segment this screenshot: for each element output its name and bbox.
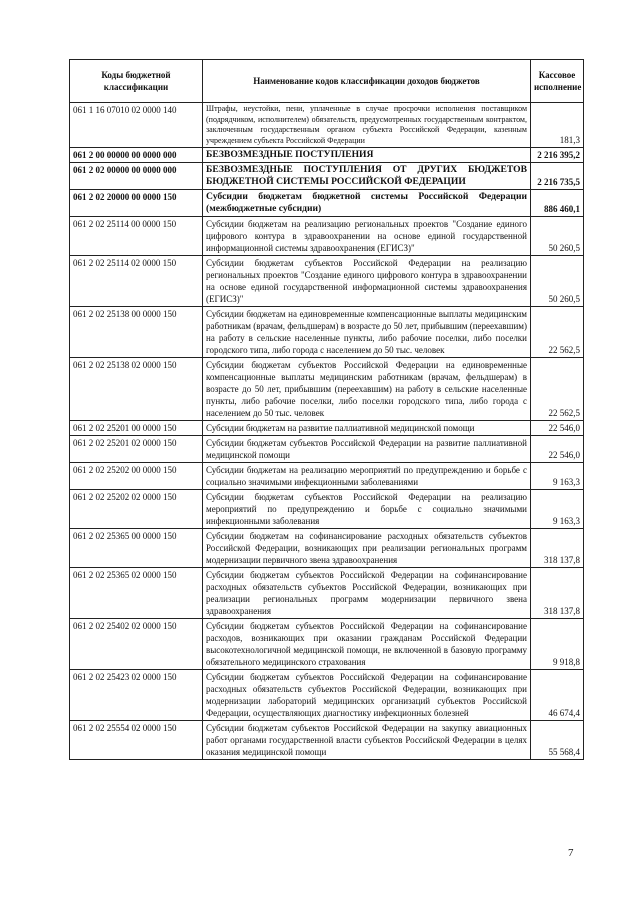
row-code: 061 2 02 25365 02 0000 150 bbox=[70, 568, 203, 619]
row-amount: 22 562,5 bbox=[531, 307, 584, 358]
row-amount: 2 216 735,5 bbox=[531, 163, 584, 190]
row-code: 061 2 00 00000 00 0000 000 bbox=[70, 148, 203, 163]
row-amount: 2 216 395,2 bbox=[531, 148, 584, 163]
row-name: БЕЗВОЗМЕЗДНЫЕ ПОСТУПЛЕНИЯ bbox=[203, 148, 531, 163]
table-row bbox=[70, 463, 584, 490]
table-row bbox=[70, 670, 584, 721]
header-name: Наименование кодов классификации доходов бюджетов bbox=[203, 60, 531, 103]
row-amount: 50 260,5 bbox=[531, 217, 584, 256]
row-name: Субсидии бюджетам на софинансирование расходных обязательств субъектов Российской Федерации, возникающих при реализации региональных программ модернизации первичного звена здравоохранения bbox=[203, 529, 531, 568]
row-amount: 318 137,8 bbox=[531, 529, 584, 568]
row-name: БЕЗВОЗМЕЗДНЫЕ ПОСТУПЛЕНИЯ ОТ ДРУГИХ БЮДЖЕТОВ БЮДЖЕТНОЙ СИСТЕМЫ РОССИЙСКОЙ ФЕДЕРАЦИИ bbox=[203, 163, 531, 190]
row-name: Субсидии бюджетам на реализацию мероприятий по предупреждению и борьбе с социально значимыми инфекционными заболеваниями bbox=[203, 463, 531, 490]
row-name: Субсидии бюджетам бюджетной системы Российской Федерации (межбюджетные субсидии) bbox=[203, 190, 531, 217]
row-code: 061 2 02 25202 00 0000 150 bbox=[70, 463, 203, 490]
header-amount: Кассовое исполнение bbox=[531, 60, 584, 103]
table-row bbox=[70, 529, 584, 568]
row-name: Субсидии бюджетам субъектов Российской Федерации на софинансирование расходных обязательств субъектов Российской Федерации, возникающих при модернизации лабораторий медицинских организаций субъектов Российской Федерации, осуществляющих диагностику инфекционных болезней bbox=[203, 670, 531, 721]
table-row bbox=[70, 103, 584, 148]
row-code: 061 2 02 25201 00 0000 150 bbox=[70, 421, 203, 436]
budget-table bbox=[69, 59, 584, 760]
row-code: 061 2 02 25114 02 0000 150 bbox=[70, 256, 203, 307]
page-number: 7 bbox=[568, 847, 574, 859]
table-row bbox=[70, 490, 584, 529]
row-name: Субсидии бюджетам на единовременные компенсационные выплаты медицинским работникам (врачам, фельдшерам) в возрасте до 50 лет, прибывшим (переехавшим) на работу в сельские населенные пункты, либо рабочие поселки, либо поселки городского типа, либо города с населением до 50 тыс. человек bbox=[203, 307, 531, 358]
row-code: 061 1 16 07010 02 0000 140 bbox=[70, 103, 203, 148]
row-code: 061 2 02 20000 00 0000 150 bbox=[70, 190, 203, 217]
table-row bbox=[70, 307, 584, 358]
row-code: 061 2 02 25201 02 0000 150 bbox=[70, 436, 203, 463]
table-row bbox=[70, 619, 584, 670]
row-name: Субсидии бюджетам субъектов Российской Федерации на реализацию мероприятий по предупреждению и борьбе с социально значимыми инфекционными заболевания bbox=[203, 490, 531, 529]
row-amount: 9 163,3 bbox=[531, 463, 584, 490]
row-code: 061 2 02 00000 00 0000 000 bbox=[70, 163, 203, 190]
row-amount: 22 562,5 bbox=[531, 358, 584, 421]
table-row bbox=[70, 568, 584, 619]
row-amount: 46 674,4 bbox=[531, 670, 584, 721]
row-name: Субсидии бюджетам субъектов Российской Федерации на единовременные компенсационные выплаты медицинским работникам (врачам, фельдшерам) в возрасте до 50 лет, прибывшим (переехавшим) на работу в сельские населенные пункты, либо рабочие поселки, либо поселки городского типа, либо города с населением до 50 тыс. человек bbox=[203, 358, 531, 421]
row-code: 061 2 02 25138 02 0000 150 bbox=[70, 358, 203, 421]
row-amount: 318 137,8 bbox=[531, 568, 584, 619]
row-code: 061 2 02 25402 02 0000 150 bbox=[70, 619, 203, 670]
table-header-row bbox=[70, 60, 584, 103]
row-name: Субсидии бюджетам субъектов Российской Федерации на развитие паллиативной медицинской помощи bbox=[203, 436, 531, 463]
row-amount: 50 260,5 bbox=[531, 256, 584, 307]
row-code: 061 2 02 25114 00 0000 150 bbox=[70, 217, 203, 256]
row-code: 061 2 02 25138 00 0000 150 bbox=[70, 307, 203, 358]
table-row bbox=[70, 421, 584, 436]
table-row bbox=[70, 163, 584, 190]
row-amount: 22 546,0 bbox=[531, 436, 584, 463]
table-row bbox=[70, 148, 584, 163]
row-name: Субсидии бюджетам субъектов Российской Федерации на софинансирование расходов, возникающих при оказании гражданам Российской Федерации высокотехнологичной медицинской помощи, не включенной в базовую программу обязательного медицинского страхования bbox=[203, 619, 531, 670]
row-code: 061 2 02 25423 02 0000 150 bbox=[70, 670, 203, 721]
row-code: 061 2 02 25554 02 0000 150 bbox=[70, 721, 203, 760]
header-codes: Коды бюджетной классификации bbox=[70, 60, 203, 103]
row-name: Субсидии бюджетам субъектов Российской Федерации на реализацию региональных проектов "Создание единого цифрового контура в здравоохранении на основе единой государственной информационной системы здравоохранения (ЕГИСЗ)" bbox=[203, 256, 531, 307]
row-amount: 22 546,0 bbox=[531, 421, 584, 436]
row-amount: 9 918,8 bbox=[531, 619, 584, 670]
row-name: Субсидии бюджетам на реализацию региональных проектов "Создание единого цифрового контура в здравоохранении на основе единой государственной информационной системы здравоохранения (ЕГИСЗ)" bbox=[203, 217, 531, 256]
table-row bbox=[70, 190, 584, 217]
row-amount: 181,3 bbox=[531, 103, 584, 148]
table-row bbox=[70, 436, 584, 463]
row-code: 061 2 02 25365 00 0000 150 bbox=[70, 529, 203, 568]
row-amount: 55 568,4 bbox=[531, 721, 584, 760]
row-amount: 886 460,1 bbox=[531, 190, 584, 217]
table-row bbox=[70, 256, 584, 307]
row-name: Субсидии бюджетам на развитие паллиативной медицинской помощи bbox=[203, 421, 531, 436]
row-amount: 9 163,3 bbox=[531, 490, 584, 529]
row-name: Субсидии бюджетам субъектов Российской Федерации на софинансирование расходных обязательств субъектов Российской Федерации, возникающих при реализации региональных программ модернизации первичного звена здравоохранения bbox=[203, 568, 531, 619]
row-name: Штрафы, неустойки, пени, уплаченные в случае просрочки исполнения поставщиком (подрядчиком, исполнителем) обязательств, предусмотренных государственным контрактом, заключенным государственным органом субъекта Российской Федерации, казенным учреждением субъекта Российской Федерации bbox=[203, 103, 531, 148]
table-row bbox=[70, 358, 584, 421]
table-row bbox=[70, 217, 584, 256]
row-code: 061 2 02 25202 02 0000 150 bbox=[70, 490, 203, 529]
row-name: Субсидии бюджетам субъектов Российской Федерации на закупку авиационных работ органами государственной власти субъектов Российской Федерации в целях оказания медицинской помощи bbox=[203, 721, 531, 760]
table-row bbox=[70, 721, 584, 760]
